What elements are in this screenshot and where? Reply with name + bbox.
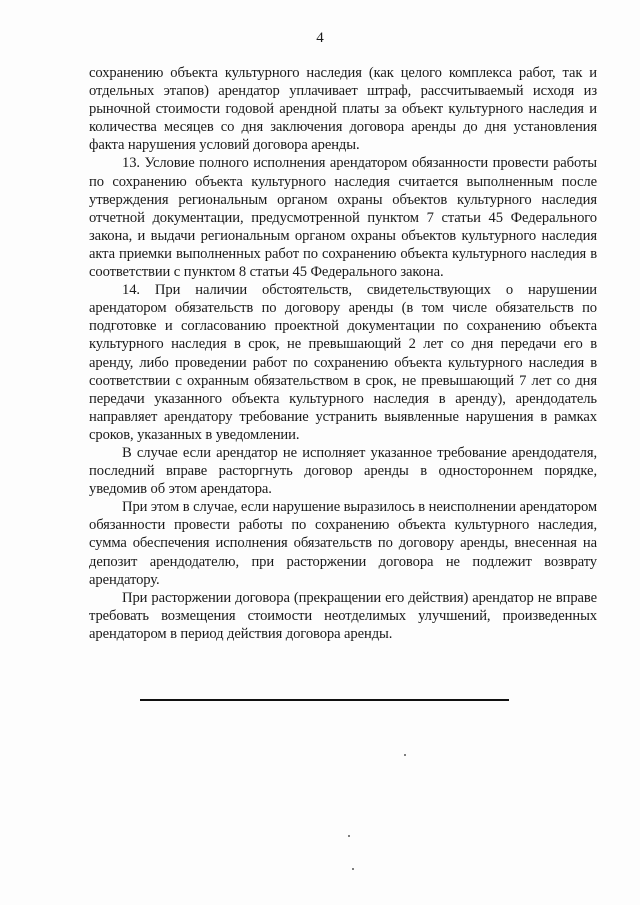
paragraph-continuation: сохранению объекта культурного наследия (как целого комплекса работ, так и отдельных этапов) арендатор уплачивает штраф, рассчитываемый исходя из рыночной стоимости годовой арендной платы за объект культурного наследия и количества месяцев со дня заключения договора аренды до дня установления факта нарушения условий договора аренды. — [89, 65, 597, 154]
scan-speck — [352, 868, 354, 870]
paragraph-clause-13: 13. Условие полного исполнения арендатором обязанности провести работы по сохранению объекта культурного наследия считается выполненным после утверждения региональным органом охраны объектов культурного наследия отчетной документации, предусмотренной пунктом 7 статьи 45 Федерального закона, и выдачи региональным органом охраны объектов культурного наследия акта приемки выполненных работ по сохранению объекта культурного наследия в соответствии с пунктом 8 статьи 45 Федерального закона. — [89, 155, 597, 281]
paragraph-clause-14: 14. При наличии обстоятельств, свидетельствующих о нарушении арендатором обязательств по договору аренды (в том числе обязательств по подготовке и согласованию проектной документации по сохранению объекта культурного наследия в срок, не превышающий 2 лет со дня передачи его в аренду, либо проведении работ по сохранению объекта культурного наследия в соответствии с охранным обязательством в срок, не превышающий 7 лет со дня передачи указанного объекта культурного наследия в аренду), арендодатель направляет арендатору требование устранить выявленные нарушения в рамках сроков, указанных в уведомлении. — [89, 282, 597, 443]
document-body — [89, 64, 597, 643]
closing-rule — [140, 699, 509, 701]
paragraph-improvements: При расторжении договора (прекращении его действия) арендатор не вправе требовать возмещения стоимости неотделимых улучшений, произведенных арендатором в период действия договора аренды. — [89, 589, 597, 642]
scan-speck — [404, 754, 406, 756]
scan-speck — [348, 835, 350, 837]
paragraph-termination-right: В случае если арендатор не исполняет указанное требование арендодателя, последний вправе расторгнуть договор аренды в одностороннем порядке, уведомив об этом арендатора. — [89, 444, 597, 498]
paragraph-deposit-forfeit: При этом в случае, если нарушение выразилось в неисполнении арендатором обязанности провести работы по сохранению объекта культурного наследия, сумма обеспечения исполнения обязательств по договору аренды, внесенная на депозит арендодателю, при расторжении договора не подлежит возврату арендатору. — [89, 499, 598, 588]
page-number: 4 — [316, 30, 324, 46]
